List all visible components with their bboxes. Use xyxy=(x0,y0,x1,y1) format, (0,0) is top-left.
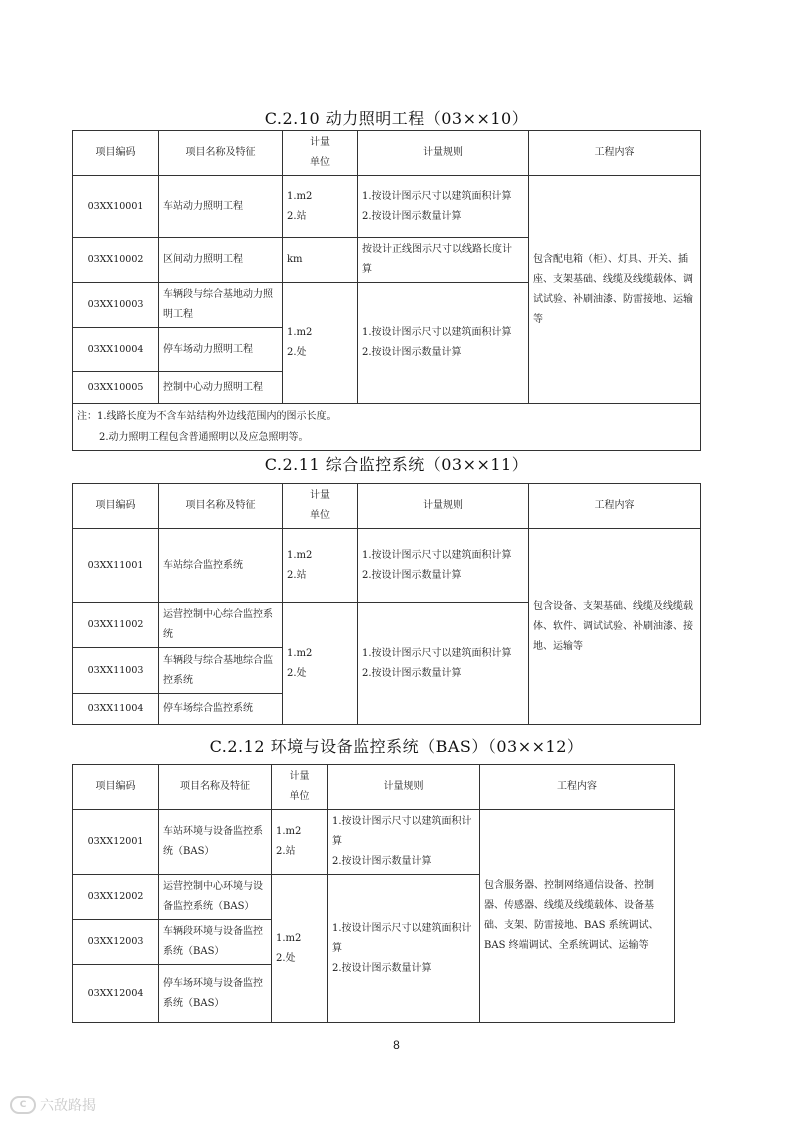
item-code: 03XX11001 xyxy=(73,529,159,603)
item-code: 03XX10004 xyxy=(73,328,159,372)
header-content: 工程内容 xyxy=(529,131,701,176)
item-rule: 1.按设计图示尺寸以建筑面积计算 2.按设计图示数量计算 xyxy=(328,810,480,875)
item-unit: 1.m2 2.站 xyxy=(272,810,328,875)
item-name: 停车场综合监控系统 xyxy=(159,694,283,725)
note-line: 2.动力照明工程包含普通照明以及应急照明等。 xyxy=(99,432,309,443)
header-code: 项目编码 xyxy=(73,131,159,176)
item-name: 车辆段环境与设备监控系统（BAS） xyxy=(159,920,272,965)
table-integrated-monitoring xyxy=(72,483,701,725)
watermark xyxy=(10,1095,96,1115)
item-name: 车站动力照明工程 xyxy=(159,176,283,238)
item-code: 03XX11002 xyxy=(73,603,159,648)
item-code: 03XX12001 xyxy=(73,810,159,875)
header-content: 工程内容 xyxy=(529,484,701,529)
table-header-row xyxy=(73,765,675,810)
item-code: 03XX12002 xyxy=(73,875,159,920)
item-unit: 1.m2 2.站 xyxy=(283,176,358,238)
item-rule: 按设计正线图示尺寸以线路长度计 算 xyxy=(358,238,529,283)
item-rule: 1.按设计图示尺寸以建筑面积计算 2.按设计图示数量计算 xyxy=(358,529,529,603)
watermark-text: 六敌路揭 xyxy=(40,1098,96,1114)
table-power-lighting xyxy=(72,130,701,451)
work-content: 包含设备、支架基础、线缆及线缆载体、软件、调试试验、补刷油漆、接地、运输等 xyxy=(529,529,701,725)
item-code: 03XX10002 xyxy=(73,238,159,283)
item-unit: km xyxy=(283,238,358,283)
item-name: 运营控制中心综合监控系统 xyxy=(159,603,283,648)
table-note-row xyxy=(73,404,701,451)
item-name: 车站综合监控系统 xyxy=(159,529,283,603)
item-unit: 1.m2 2.处 xyxy=(272,875,328,1023)
item-rule: 1.按设计图示尺寸以建筑面积计算 2.按设计图示数量计算 xyxy=(358,176,529,238)
item-rule: 1.按设计图示尺寸以建筑面积计算 2.按设计图示数量计算 xyxy=(358,283,529,404)
item-code: 03XX11004 xyxy=(73,694,159,725)
work-content: 包含配电箱（柜）、灯具、开关、插座、支架基础、线缆及线缆载体、调试试验、补刷油漆、防雷接地、运输等 xyxy=(529,176,701,404)
section-title-integrated-monitoring: C.2.11 综合监控系统（03××11） xyxy=(264,455,529,474)
item-name: 控制中心动力照明工程 xyxy=(159,372,283,404)
item-name: 停车场动力照明工程 xyxy=(159,328,283,372)
section-title-bas: C.2.12 环境与设备监控系统（BAS）（03××12） xyxy=(209,737,584,756)
section-title-power-lighting: C.2.10 动力照明工程（03××10） xyxy=(264,109,529,128)
header-unit: 计量 单位 xyxy=(283,484,358,529)
table-note xyxy=(73,404,701,451)
table-row xyxy=(73,529,701,603)
item-code: 03XX12003 xyxy=(73,920,159,965)
header-name: 项目名称及特征 xyxy=(159,765,272,810)
header-code: 项目编码 xyxy=(73,765,159,810)
work-content: 包含服务器、控制网络通信设备、控制器、传感器、线缆及线缆载体、设备基础、支架、防雷接地、BAS 系统调试、BAS 终端调试、全系统调试、运输等 xyxy=(480,810,675,1023)
table-row xyxy=(73,176,701,238)
watermark-logo-icon: C xyxy=(10,1096,36,1114)
item-name: 车辆段与综合基地综合监控系统 xyxy=(159,648,283,694)
item-code: 03XX11003 xyxy=(73,648,159,694)
page-number: 8 xyxy=(393,1038,400,1052)
item-name: 区间动力照明工程 xyxy=(159,238,283,283)
header-code: 项目编码 xyxy=(73,484,159,529)
item-code: 03XX10003 xyxy=(73,283,159,328)
header-unit: 计量 单位 xyxy=(272,765,328,810)
item-code: 03XX12004 xyxy=(73,965,159,1023)
table-header-row xyxy=(73,484,701,529)
item-unit: 1.m2 2.处 xyxy=(283,603,358,725)
header-unit: 计量 单位 xyxy=(283,131,358,176)
header-rule: 计量规则 xyxy=(328,765,480,810)
header-rule: 计量规则 xyxy=(358,131,529,176)
header-content: 工程内容 xyxy=(480,765,675,810)
item-code: 03XX10005 xyxy=(73,372,159,404)
note-line: 注：1.线路长度为不含车站结构外边线范围内的图示长度。 xyxy=(77,411,337,422)
item-name: 停车场环境与设备监控系统（BAS） xyxy=(159,965,272,1023)
item-name: 车站环境与设备监控系统（BAS） xyxy=(159,810,272,875)
item-unit: 1.m2 2.处 xyxy=(283,283,358,404)
table-row xyxy=(73,810,675,875)
header-name: 项目名称及特征 xyxy=(159,484,283,529)
item-rule: 1.按设计图示尺寸以建筑面积计算 2.按设计图示数量计算 xyxy=(328,875,480,1023)
table-header-row xyxy=(73,131,701,176)
header-name: 项目名称及特征 xyxy=(159,131,283,176)
item-name: 运营控制中心环境与设备监控系统（BAS） xyxy=(159,875,272,920)
item-code: 03XX10001 xyxy=(73,176,159,238)
item-unit: 1.m2 2.站 xyxy=(283,529,358,603)
header-rule: 计量规则 xyxy=(358,484,529,529)
item-rule: 1.按设计图示尺寸以建筑面积计算 2.按设计图示数量计算 xyxy=(358,603,529,725)
table-bas xyxy=(72,764,675,1023)
item-name: 车辆段与综合基地动力照明工程 xyxy=(159,283,283,328)
